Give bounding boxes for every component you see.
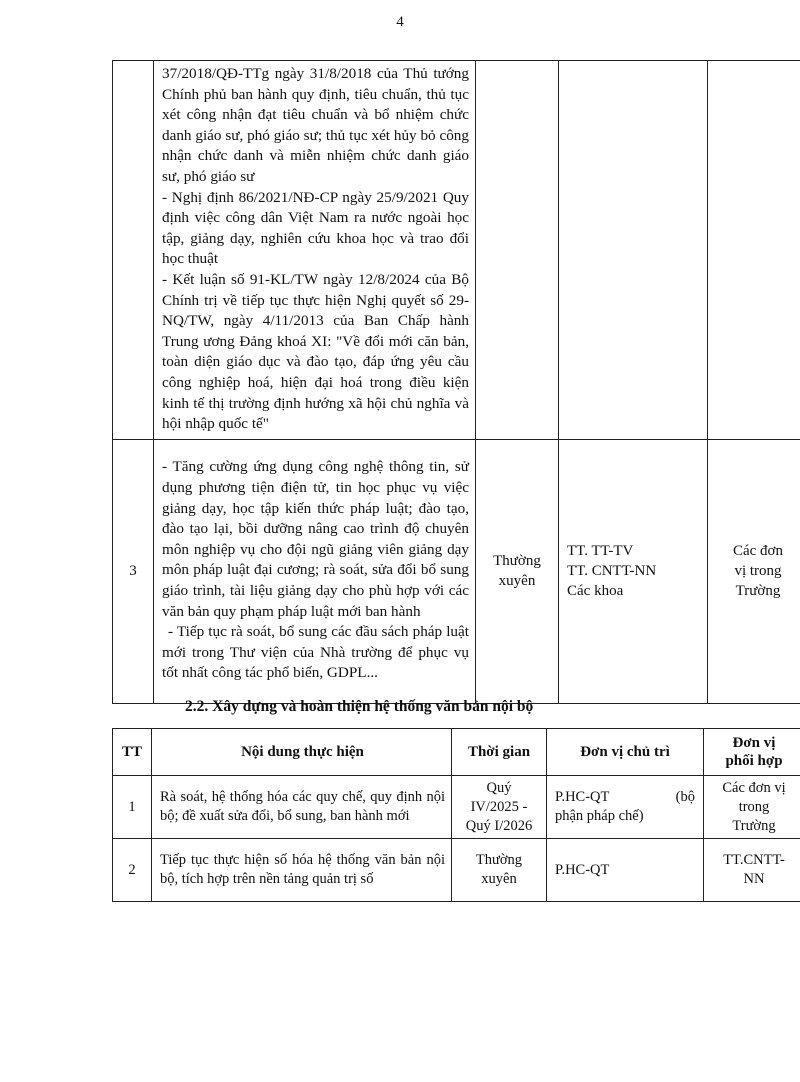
content-paragraph: - Tăng cường ứng dụng công nghệ thông tin, sử dụng phương tiện điện tử, tin học phục vụ việc giảng dạy, học tập kiến thức pháp luật; đào tạo, đào tạo lại, bồi dưỡng nâng cao trình độ chuyên môn nghiệp vụ cho đội ngũ giảng viên giảng dạy môn pháp luật đại cương; rà soát, sửa đổi bổ sung giáo trình, tài liệu giảng dạy cho phù hợp với các văn bản quy phạm pháp luật mới ban hành	[162, 458, 469, 620]
header-time: Thời gian	[452, 729, 547, 776]
row-number: 2	[113, 839, 152, 902]
content-cell	[154, 439, 476, 703]
content-paragraph: - Kết luận số 91-KL/TW ngày 12/8/2024 của Bộ Chính trị về tiếp tục thực hiện Nghị quyết số 29-NQ/TW, ngày 4/11/2013 của Ban Chấp hành Trung ương Đảng khoá XI: "Về đổi mới căn bản, toàn diện giáo dục và đào tạo, đáp ứng yêu cầu công nghiệp hoá, hiện đại hoá trong điều kiện kinh tế thị trường định hướng xã hội chủ nghĩa và hội nhập quốc tế"	[162, 270, 469, 433]
header-tt: TT	[113, 729, 152, 776]
time-cell: Quý IV/2025 - Quý I/2026	[452, 776, 547, 839]
lead-unit-cell: P.HC-QT	[547, 839, 704, 902]
lead-unit-cell: TT. TT-TV TT. CNTT-NN Các khoa	[559, 439, 708, 703]
header-coord-unit: Đơn vị phối hợp	[704, 729, 800, 776]
content-cell: Tiếp tục thực hiện số hóa hệ thống văn bản nội bộ, tích hợp trên nền tảng quản trị số	[152, 839, 452, 902]
content-paragraph: - Tiếp tục rà soát, bổ sung các đầu sách pháp luật mới trong Thư viện của Nhà trường để phục vụ tốt nhất công tác phổ biến, GDPL...	[162, 623, 469, 682]
content-cell	[154, 61, 476, 440]
row-number: 3	[113, 439, 154, 703]
page-number: 4	[396, 14, 404, 30]
table-header-row	[113, 729, 800, 776]
table-row	[113, 61, 800, 440]
header-lead-unit: Đơn vị chủ trì	[547, 729, 704, 776]
time-cell: Thường xuyên	[476, 439, 559, 703]
time-cell: Thường xuyên	[452, 839, 547, 902]
table-row	[113, 839, 800, 902]
plan-table-continued	[112, 60, 800, 704]
header-content: Nội dung thực hiện	[152, 729, 452, 776]
row-number: 1	[113, 776, 152, 839]
content-cell: Rà soát, hệ thống hóa các quy chế, quy định nội bộ; đề xuất sửa đổi, bổ sung, ban hành mới	[152, 776, 452, 839]
content-paragraph: 37/2018/QĐ-TTg ngày 31/8/2018 của Thủ tướng Chính phủ ban hành quy định, tiêu chuẩn, thủ tục xét công nhận đạt tiêu chuẩn và bổ nhiệm chức danh giáo sư, phó giáo sư; thủ tục xét hủy bỏ công nhận chức danh và miễn nhiệm chức danh giáo sư, phó giáo sư	[162, 65, 469, 185]
section-heading: 2.2. Xây dựng và hoàn thiện hệ thống văn bản nội bộ	[185, 698, 534, 715]
coord-unit-cell: Các đơn vị trong Trường	[708, 439, 800, 703]
internal-documents-table	[112, 728, 800, 902]
content-paragraph: - Nghị định 86/2021/NĐ-CP ngày 25/9/2021 Quy định việc công dân Việt Nam ra nước ngoài học tập, giảng dạy, nghiên cứu khoa học và trao đổi học thuật	[162, 188, 469, 268]
coord-unit-cell: TT.CNTT- NN	[704, 839, 800, 902]
lead-unit-cell: P.HC-QT (bộ phận pháp chế)	[547, 776, 704, 839]
table-row	[113, 439, 800, 703]
table-row	[113, 776, 800, 839]
coord-unit-cell: Các đơn vị trong Trường	[704, 776, 800, 839]
